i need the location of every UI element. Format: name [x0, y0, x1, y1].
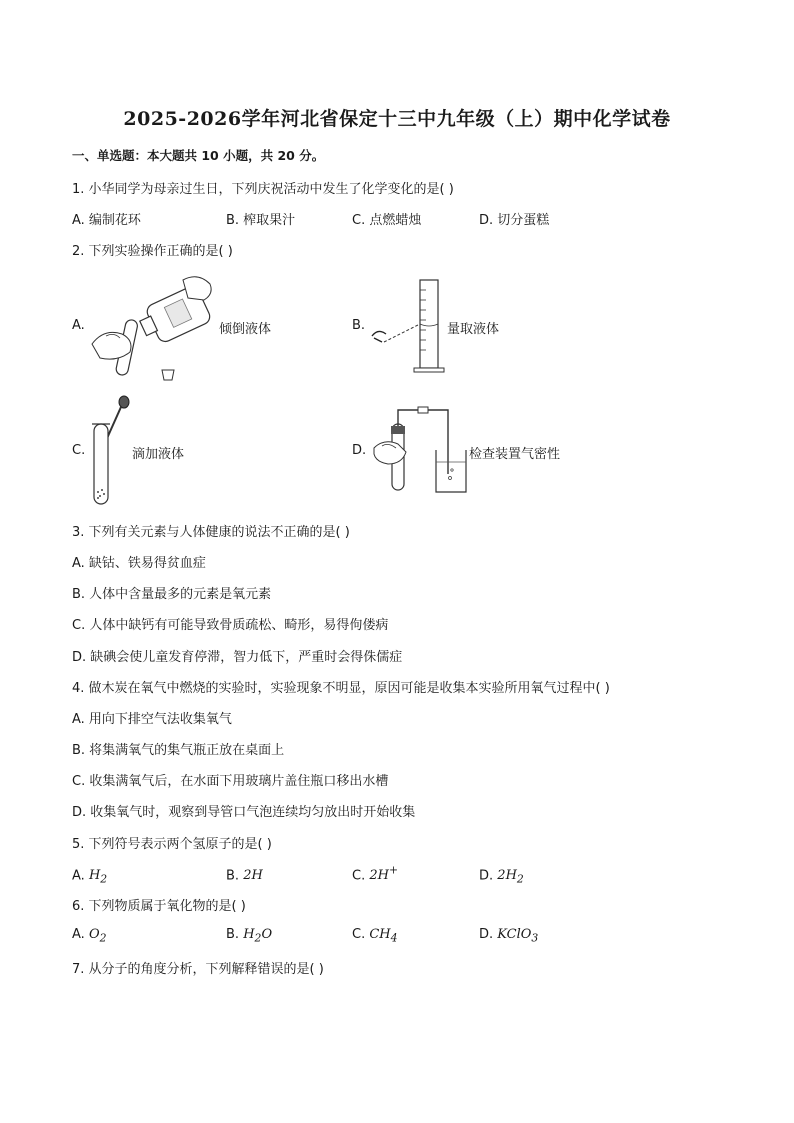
q4-option-c: C. 收集满氧气后，在水面下用玻璃片盖住瓶口移出水槽 — [72, 774, 389, 789]
q2-option-c-caption: 滴加液体 — [132, 447, 185, 462]
q4-option-d: D. 收集氧气时，观察到导管口气泡连续均匀放出时开始收集 — [72, 805, 416, 820]
q3-option-c: C. 人体中缺钙有可能导致骨质疏松、畸形，易得佝偻病 — [72, 618, 389, 633]
q2-option-b-letter: B. — [352, 318, 366, 333]
q5-option-c-letter: C. — [352, 868, 366, 884]
q4-option-a: A. 用向下排空气法收集氧气 — [72, 712, 232, 727]
q6-option-b-letter: B. — [226, 927, 240, 942]
airtightness-check-figure — [368, 404, 472, 496]
q5-option-d — [479, 864, 524, 886]
q5-option-b — [226, 864, 263, 886]
q2-option-a-caption: 倾倒液体 — [219, 322, 272, 337]
q5-option-a — [72, 864, 107, 886]
q5-option-b-formula: 2H — [243, 868, 263, 884]
q2-option-d-caption: 检查装置气密性 — [469, 447, 561, 462]
q6-option-a-formula: $O_2$ — [88, 927, 107, 945]
q2-option-b-caption: 量取液体 — [447, 322, 500, 337]
q6-option-c-letter: C. — [352, 927, 366, 942]
q1-option-d: D. 切分蛋糕 — [479, 213, 550, 228]
q4-stem: 4. 做木炭在氧气中燃烧的实验时，实验现象不明显，原因可能是收集本实验所用氧气过程中( ) — [72, 681, 610, 696]
q5-option-c-formula: 2H+ — [369, 864, 399, 884]
q2-option-d-letter: D. — [352, 443, 367, 458]
q3-option-b: B. 人体中含量最多的元素是氧元素 — [72, 587, 272, 602]
q6-option-d-formula: KClO$_3$ — [497, 927, 539, 945]
q6-option-c-formula: $CH_4$ — [369, 927, 398, 945]
q2-option-a-letter: A. — [72, 318, 85, 333]
q2-option-c-letter: C. — [72, 443, 86, 458]
q6-option-b-formula: $H_2O$ — [243, 927, 273, 945]
q3-option-a: A. 缺钴、铁易得贫血症 — [72, 556, 206, 571]
q1-option-c: C. 点燃蜡烛 — [352, 213, 422, 228]
dropping-liquid-figure — [88, 394, 136, 506]
q7-stem: 7. 从分子的角度分析，下列解释错误的是( ) — [72, 962, 324, 977]
q5-option-a-formula: $H_2$ — [88, 868, 108, 886]
q6-stem: 6. 下列物质属于氧化物的是( ) — [72, 899, 246, 914]
q6-option-d-letter: D. — [479, 927, 494, 942]
q1-option-b: B. 榨取果汁 — [226, 213, 296, 228]
section-heading: 一、单选题：本大题共 10 小题，共 20 分。 — [72, 148, 325, 163]
q5-option-c — [352, 864, 398, 886]
q5-stem: 5. 下列符号表示两个氢原子的是( ) — [72, 837, 272, 852]
q2-stem: 2. 下列实验操作正确的是( ) — [72, 244, 233, 259]
q4-option-b: B. 将集满氧气的集气瓶正放在桌面上 — [72, 743, 285, 758]
q1-stem: 1. 小华同学为母亲过生日，下列庆祝活动中发生了化学变化的是( ) — [72, 182, 454, 197]
q5-option-d-formula: $2H_2$ — [497, 868, 524, 886]
q5-option-b-letter: B. — [226, 868, 240, 884]
q5-option-a-letter: A. — [72, 868, 85, 884]
q3-option-d: D. 缺碘会使儿童发育停滞，智力低下，严重时会得侏儒症 — [72, 650, 403, 665]
q5-option-d-letter: D. — [479, 868, 494, 884]
pouring-liquid-figure — [88, 272, 218, 384]
graduated-cylinder-figure — [368, 276, 448, 376]
q6-option-a — [72, 927, 107, 945]
q6-option-b — [226, 927, 272, 945]
q1-option-a: A. 编制花环 — [72, 213, 141, 228]
q6-option-d — [479, 927, 538, 945]
q3-stem: 3. 下列有关元素与人体健康的说法不正确的是( ) — [72, 525, 350, 540]
q6-option-c — [352, 927, 398, 945]
q6-option-a-letter: A. — [72, 927, 85, 942]
exam-title: 2025-2026学年河北省保定十三中九年级（上）期中化学试卷 — [123, 108, 671, 130]
